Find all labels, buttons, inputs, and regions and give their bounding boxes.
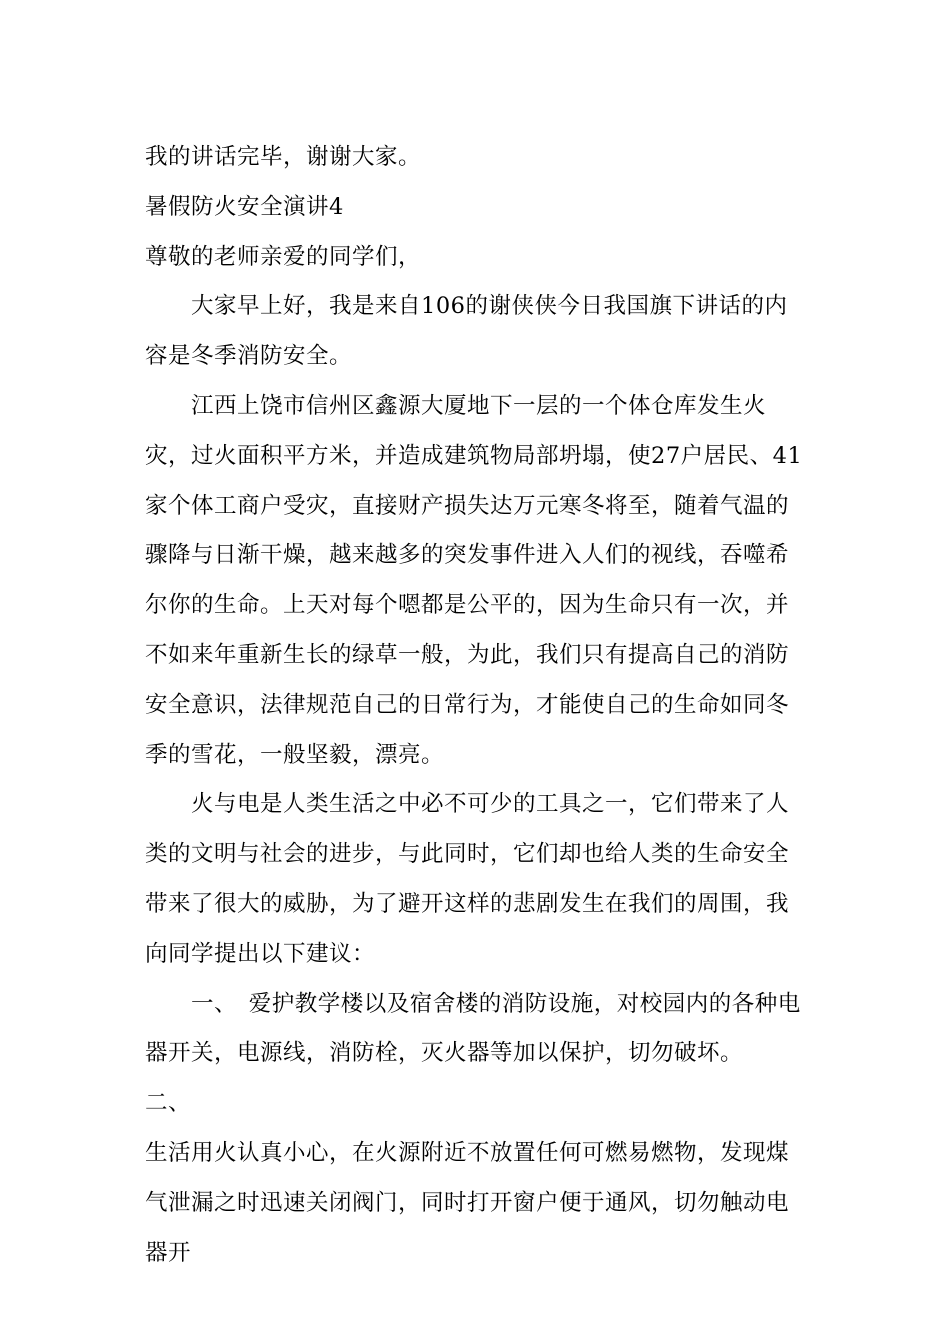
paragraph-fire-incident: 江西上饶市信州区鑫源大厦地下一层的一个体仓库发生火灾，过火面积平方米，并造成建筑物局部坍塌，使27户居民、41家个体工商户受灾，直接财产损失达万元寒冬将至，随着气温的骤降与日渐干燥，越来越多的突发事件进入人们的视线，吞噬希尔你的生命。上天对每个嗯都是公平的，因为生命只有一次，并不如来年重新生长的绿草一般，为此，我们只有提高自己的消防安全意识，法律规范自己的日常行为，才能使自己的生命如同冬季的雪花，一般坚毅，漂亮。 [145, 392, 803, 768]
suggestion-one: 一、 爱护教学楼以及宿舍楼的消防设施，对校园内的各种电器开关，电源线，消防栓，灭火器等加以保护，切勿破坏。 [145, 990, 801, 1067]
salutation: 尊敬的老师亲爱的同学们， [145, 243, 422, 270]
suggestion-two-text: 生活用火认真小心，在火源附近不放置任何可燃易燃物，发现煤气泄漏之时迅速关闭阀门，同时打开窗户便于通风，切勿触动电器开 [145, 1139, 790, 1266]
speech-title: 暑假防火安全演讲4 [145, 193, 344, 220]
paragraph-fire-electricity: 火与电是人类生活之中必不可少的工具之一，它们带来了人类的文明与社会的进步，与此同时，它们却也给人类的生命安全带来了很大的威胁，为了避开这样的悲剧发生在我们的周围，我向同学提出以下建议： [145, 791, 790, 967]
paragraph-intro: 大家早上好，我是来自106的谢侠侠今日我国旗下讲话的内容是冬季消防安全。 [145, 293, 788, 370]
closing-remark: 我的讲话完毕，谢谢大家。 [145, 144, 422, 170]
document-body [145, 133, 810, 1278]
suggestion-two-heading: 二、 [145, 1090, 192, 1117]
